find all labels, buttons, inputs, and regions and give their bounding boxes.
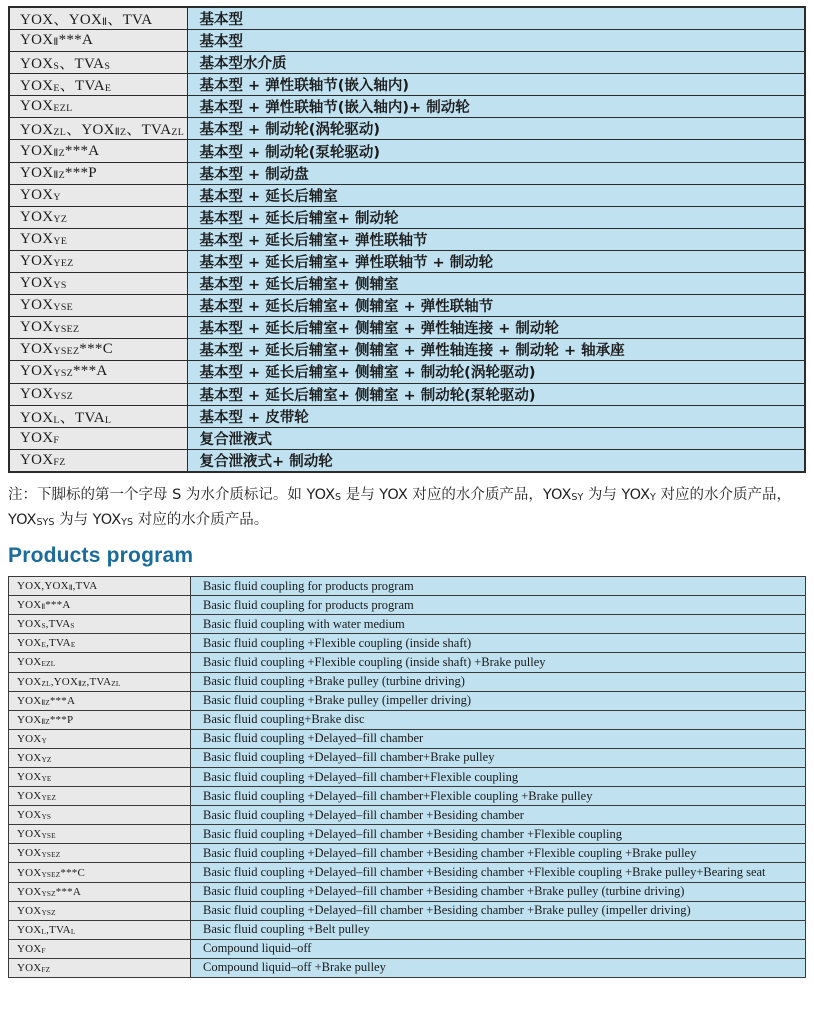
configuration-description-cell: 基本型 + 延长后辅室+ 弹性联轴节 (187, 228, 805, 250)
model-designation-cell: $YOX_F$ (9, 939, 191, 958)
model-subscript: S (104, 61, 111, 73)
configuration-description-cell: Basic fluid coupling for products program (191, 577, 806, 596)
table-row (9, 162, 805, 184)
table-row (9, 901, 806, 920)
model-subscript: YSZ (53, 368, 73, 380)
table-row (9, 118, 805, 140)
model-subscript: YSEZ (41, 851, 61, 860)
table-row (9, 825, 806, 844)
model-designation-cell: $YOX_{EZL}$ (9, 653, 191, 672)
model-subscript: E (53, 83, 60, 95)
model-subscript: ⅡZ (53, 147, 65, 159)
model-designation-cell: $YOX_{YSEZ}$ (9, 317, 187, 339)
configuration-description-cell: 基本型 + 制动轮(涡轮驱动) (187, 118, 805, 140)
table-row (9, 596, 806, 615)
model-subscript: Ⅱ (68, 583, 73, 592)
model-subscript: YSZ (41, 889, 56, 898)
model-designation-cell: $YOX_{YSEZ}$ (9, 844, 191, 863)
configuration-description-cell: Basic fluid coupling +Brake pulley (turbine driving) (191, 672, 806, 691)
model-subscript: E (41, 641, 47, 650)
model-subscript: S (53, 61, 60, 73)
configuration-description-cell: Basic fluid coupling +Delayed–fill chamber+Flexible coupling (191, 768, 806, 787)
configuration-description-cell: 基本型 + 延长后辅室+ 弹性联轴节 + 制动轮 (187, 250, 805, 272)
table-row (9, 228, 805, 250)
model-designation-cell: $YOX_S$、$TVA_S$ (9, 52, 187, 74)
table-row (9, 653, 806, 672)
model-designation-cell: $YOX_{YSEZ}***C$ (9, 863, 191, 882)
table-row (9, 958, 806, 977)
model-subscript: YSEZ (53, 324, 80, 336)
table-row (9, 96, 805, 118)
model-subscript: ⅡZ (41, 698, 50, 707)
model-subscript: E (70, 641, 76, 650)
table-row (9, 844, 806, 863)
configuration-description-cell: Basic fluid coupling +Delayed–fill chamber+Brake pulley (191, 748, 806, 767)
configuration-description-cell: 基本型 + 延长后辅室+ 制动轮 (187, 206, 805, 228)
model-designation-cell: $YOX_L,TVA_L$ (9, 920, 191, 939)
model-subscript: FZ (41, 965, 51, 974)
model-designation-cell: $YOX_{ⅡZ}***A$ (9, 691, 191, 710)
model-subscript: ⅡZ (114, 127, 127, 139)
section-heading: Products program (8, 544, 194, 568)
configuration-description-cell: Compound liquid–off +Brake pulley (191, 958, 806, 977)
configuration-description-cell: Basic fluid coupling +Delayed–fill chamber +Besiding chamber +Flexible coupling (191, 825, 806, 844)
model-subscript: Y (53, 191, 61, 203)
model-designation-cell: $YOX_{EZL}$ (9, 96, 187, 118)
model-subscript: YS (53, 280, 67, 292)
model-subscript: S (335, 491, 342, 503)
configuration-description-cell: Basic fluid coupling +Delayed–fill chamber +Besiding chamber +Brake pulley (turbine driving) (191, 882, 806, 901)
configuration-description-cell: Basic fluid coupling +Delayed–fill chamber +Besiding chamber (191, 806, 806, 825)
model-subscript: YSZ (53, 390, 73, 402)
model-designation-cell: $YOX_{YS}$ (9, 806, 191, 825)
model-designation-cell: $YOX_{YE}$ (9, 228, 187, 250)
table-row (9, 427, 805, 449)
table-row (9, 729, 806, 748)
model-designation-cell: $YOX_S,TVA_S$ (9, 615, 191, 634)
model-subscript: L (41, 927, 47, 936)
model-designation-cell: $YOX_{ⅡZ}***P$ (9, 162, 187, 184)
table-row (9, 383, 805, 405)
model-designation-cell: $YOX_F$ (9, 427, 187, 449)
model-designation-cell: $YOX_L$、$TVA_L$ (9, 405, 187, 427)
model-designation-cell: $YOX_{YSE}$ (9, 295, 187, 317)
model-subscript: EZL (41, 660, 56, 669)
table-row (9, 863, 806, 882)
model-subscript: E (104, 83, 112, 95)
table-row (9, 691, 806, 710)
model-subscript: YSEZ (41, 870, 61, 879)
model-subscript: Ⅱ (53, 37, 59, 49)
table-row (9, 787, 806, 806)
table-row (9, 672, 806, 691)
configuration-description-cell: 基本型 + 延长后辅室+ 侧辅室 + 弹性联轴节 (187, 295, 805, 317)
model-designation-cell: $YOX_{ZL},YOX_{ⅡZ},TVA_{ZL}$ (9, 672, 191, 691)
configuration-description-cell: 基本型 + 延长后辅室+ 侧辅室 + 弹性轴连接 + 制动轮 + 轴承座 (187, 339, 805, 361)
model-designation-cell: $YOX_{YS}$ (9, 273, 187, 295)
model-subscript: YE (53, 236, 68, 248)
model-subscript: YS (121, 517, 134, 529)
model-subscript: ⅡZ (53, 169, 65, 181)
model-designation-cell: $YOX_{YSEZ}***C$ (9, 339, 187, 361)
configuration-description-cell: 基本型 + 延长后辅室 (187, 184, 805, 206)
model-designation-cell: $YOX_Ⅱ***A$ (9, 30, 187, 52)
model-subscript: FZ (53, 456, 66, 468)
model-subscript: ZL (41, 679, 51, 688)
note-text: 注：下脚标的第一个字母 S 为水介质标记。如 $YOX_S$ 是与 YOX 对应的水介质产品，$YOX_{SY}$ 为与 $YOX_Y$ 对应的水介质产品，$YOX_{SYS}$ 为与 $YOX_{YS}$ 对应的水介质产品。 (8, 486, 791, 529)
model-designation-cell: $YOX_{YZ}$ (9, 206, 187, 228)
model-subscript: S (41, 622, 46, 631)
model-subscript: SY (571, 491, 584, 503)
configuration-description-cell: 基本型水介质 (187, 52, 805, 74)
table-row (9, 361, 805, 383)
table-row (9, 768, 806, 787)
configuration-description-cell: Basic fluid coupling +Brake pulley (impeller driving) (191, 691, 806, 710)
configuration-description-cell: 基本型 + 延长后辅室+ 侧辅室 + 弹性轴连接 + 制动轮 (187, 317, 805, 339)
configuration-description-cell: Basic fluid coupling +Delayed–fill chamber +Besiding chamber +Flexible coupling +Brake pulley (191, 844, 806, 863)
model-subscript: Y (41, 736, 47, 745)
model-subscript: SYS (36, 517, 55, 529)
table-row (9, 140, 805, 162)
table-row (9, 710, 806, 729)
table-row (9, 52, 805, 74)
model-designation-cell: $YOX_{YZ}$ (9, 748, 191, 767)
table-row (9, 806, 806, 825)
model-subscript: YSE (41, 832, 56, 841)
configuration-description-cell: 基本型 + 弹性联轴节(嵌入轴内)+ 制动轮 (187, 96, 805, 118)
table-row (9, 317, 805, 339)
model-designation-cell: $YOX_E$、$TVA_E$ (9, 74, 187, 96)
model-subscript: YEZ (53, 258, 74, 270)
table-row (9, 7, 805, 30)
model-designation-cell: $YOX_{YE}$ (9, 768, 191, 787)
model-subscript: YSE (53, 302, 73, 314)
configuration-description-cell: Basic fluid coupling with water medium (191, 615, 806, 634)
model-designation-cell: $YOX_{YSZ}***A$ (9, 361, 187, 383)
model-subscript: Ⅱ (102, 17, 108, 29)
configuration-description-cell: 基本型 (187, 7, 805, 30)
model-designation-cell: $YOX_Y$ (9, 729, 191, 748)
model-designation-cell: $YOX_{FZ}$ (9, 449, 187, 472)
model-subscript: Y (650, 491, 656, 503)
configuration-description-cell: 基本型 + 皮带轮 (187, 405, 805, 427)
model-table-chinese (8, 6, 806, 473)
table-row (9, 74, 805, 96)
model-designation-cell: $YOX_Y$ (9, 184, 187, 206)
model-designation-cell: $YOX,YOX_Ⅱ,TVA$ (9, 577, 191, 596)
model-subscript: YZ (41, 755, 52, 764)
model-designation-cell: $YOX_Ⅱ***A$ (9, 596, 191, 615)
model-designation-cell: $YOX_E,TVA_E$ (9, 634, 191, 653)
model-designation-cell: YOX、$YOX_Ⅱ$、TVA (9, 7, 187, 30)
model-table-english (8, 576, 806, 978)
model-subscript: ⅡZ (41, 717, 50, 726)
configuration-description-cell: Basic fluid coupling +Flexible coupling (inside shaft) +Brake pulley (191, 653, 806, 672)
table-row (9, 184, 805, 206)
table-row (9, 30, 805, 52)
model-designation-cell: $YOX_{YSZ}$ (9, 901, 191, 920)
table-row (9, 920, 806, 939)
table-row (9, 295, 805, 317)
table-row (9, 273, 805, 295)
model-subscript: YSEZ (53, 346, 80, 358)
configuration-description-cell: Basic fluid coupling +Delayed–fill chamber +Besiding chamber +Flexible coupling +Brake pulley+Bearing seat (191, 863, 806, 882)
configuration-description-cell: 复合泄液式+ 制动轮 (187, 449, 805, 472)
configuration-description-cell: Basic fluid coupling +Belt pulley (191, 920, 806, 939)
footnote (8, 484, 808, 534)
configuration-description-cell: Basic fluid coupling+Brake disc (191, 710, 806, 729)
table-row (9, 250, 805, 272)
configuration-description-cell: 基本型 + 弹性联轴节(嵌入轴内) (187, 74, 805, 96)
model-designation-cell: $YOX_{YEZ}$ (9, 787, 191, 806)
model-subscript: YEZ (41, 794, 57, 802)
configuration-description-cell: Basic fluid coupling +Delayed–fill chamber +Besiding chamber +Brake pulley (impeller driving) (191, 901, 806, 920)
model-subscript: YZ (53, 213, 68, 225)
model-subscript: L (70, 927, 76, 936)
table-row (9, 405, 805, 427)
model-subscript: EZL (53, 103, 73, 115)
configuration-description-cell: 基本型 + 制动盘 (187, 162, 805, 184)
model-designation-cell: $YOX_{YSZ}$ (9, 383, 187, 405)
model-subscript: L (104, 414, 112, 426)
model-subscript: YE (41, 774, 52, 783)
configuration-description-cell: Compound liquid–off (191, 939, 806, 958)
configuration-description-cell: Basic fluid coupling +Delayed–fill chamber+Flexible coupling +Brake pulley (191, 787, 806, 806)
table-row (9, 634, 806, 653)
model-subscript: ⅡZ (78, 679, 87, 688)
model-designation-cell: $YOX_{FZ}$ (9, 958, 191, 977)
model-designation-cell: $YOX_{ZL}$、$YOX_{ⅡZ}$、$TVA_{ZL}$ (9, 118, 187, 140)
configuration-description-cell: Basic fluid coupling +Delayed–fill chamber (191, 729, 806, 748)
configuration-description-cell: 基本型 + 延长后辅室+ 侧辅室 + 制动轮(泵轮驱动) (187, 383, 805, 405)
model-designation-cell: $YOX_{ⅡZ}***P$ (9, 710, 191, 729)
table-row (9, 882, 806, 901)
model-subscript: ZL (53, 127, 67, 139)
configuration-description-cell: Basic fluid coupling for products program (191, 596, 806, 615)
table-row (9, 939, 806, 958)
table-row (9, 206, 805, 228)
table-row (9, 339, 805, 361)
configuration-description-cell: 基本型 (187, 30, 805, 52)
model-designation-cell: $YOX_{YSZ}***A$ (9, 882, 191, 901)
table-row (9, 449, 805, 472)
model-designation-cell: $YOX_{ⅡZ}***A$ (9, 140, 187, 162)
model-subscript: F (41, 946, 46, 955)
configuration-description-cell: 基本型 + 延长后辅室+ 侧辅室 (187, 273, 805, 295)
configuration-description-cell: Basic fluid coupling +Flexible coupling (inside shaft) (191, 634, 806, 653)
model-designation-cell: $YOX_{YSE}$ (9, 825, 191, 844)
model-designation-cell: $YOX_{YEZ}$ (9, 250, 187, 272)
model-subscript: S (70, 622, 75, 631)
table-row (9, 748, 806, 767)
model-subscript: YSZ (41, 908, 56, 917)
configuration-description-cell: 复合泄液式 (187, 427, 805, 449)
model-subscript: F (53, 434, 60, 446)
model-subscript: ZL (111, 679, 121, 688)
model-subscript: YS (41, 813, 52, 822)
configuration-description-cell: 基本型 + 延长后辅室+ 侧辅室 + 制动轮(涡轮驱动) (187, 361, 805, 383)
configuration-description-cell: 基本型 + 制动轮(泵轮驱动) (187, 140, 805, 162)
model-subscript: ZL (171, 127, 185, 139)
table-row (9, 577, 806, 596)
model-subscript: Ⅱ (41, 603, 46, 612)
table-row (9, 615, 806, 634)
model-subscript: L (53, 414, 60, 426)
